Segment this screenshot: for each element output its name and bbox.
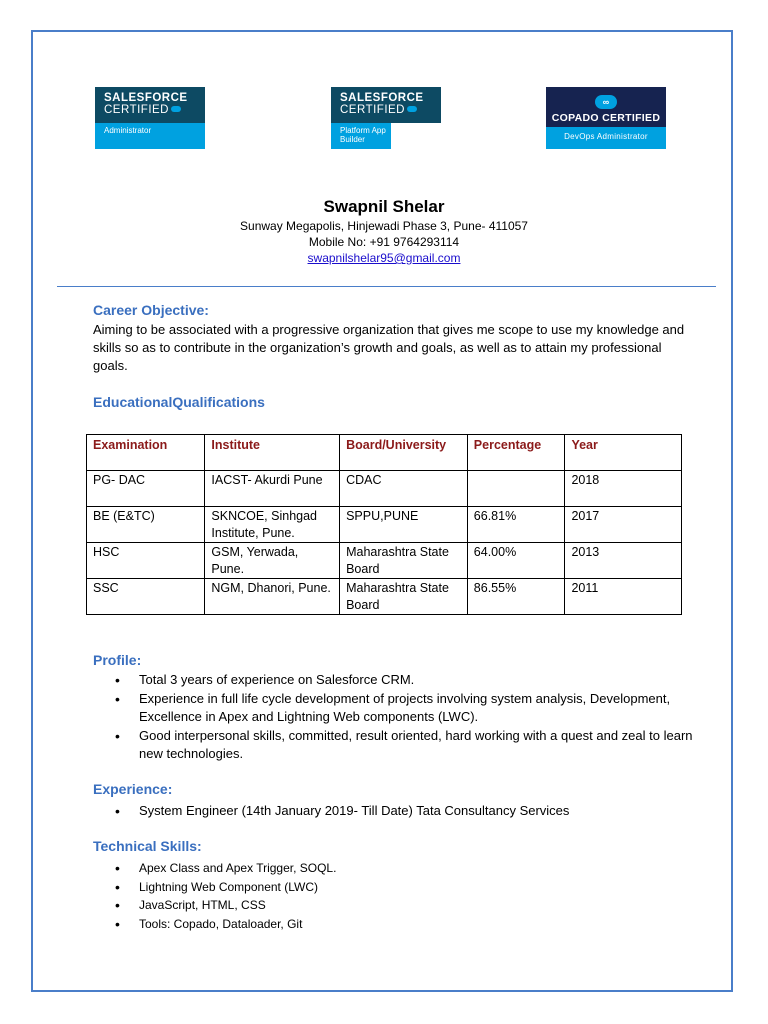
salesforce-admin-badge [95,87,205,149]
list-item: • Good interpersonal skills, committed, result oriented, hard working with a quest and zeal to learn new technologies. [93,727,693,764]
list-item: • Total 3 years of experience on Salesforce CRM. [93,671,693,690]
education-heading: EducationalQualifications [93,394,265,410]
column-header: Institute [205,435,340,471]
badge-line2: CERTIFIED [340,104,405,116]
column-header: Examination [87,435,205,471]
experience-heading: Experience: [93,781,173,797]
table-cell: 2018 [565,471,682,507]
cloud-icon [171,106,181,112]
table-row [87,579,682,615]
badge-role: Platform App Builder [331,123,391,149]
table-cell: Maharashtra State Board [340,579,468,615]
badge-role: DevOps Administrator [546,127,666,149]
list-item: • Experience in full life cycle development of projects involving system analysis, Development, Excellence in Apex and Lightning Web components (LWC). [93,690,693,727]
table-row [87,507,682,543]
list-item: • Apex Class and Apex Trigger, SOQL. [93,859,693,878]
technical-skills-heading: Technical Skills: [93,838,202,854]
table-cell: CDAC [340,471,468,507]
badge-line2: CERTIFIED [104,104,169,116]
list-item: • System Engineer (14th January 2019- Till Date) Tata Consultancy Services [93,802,693,821]
badge-line1: SALESFORCE [104,92,188,104]
copado-badge [546,87,666,149]
table-cell: 86.55% [467,579,565,615]
list-item: • Lightning Web Component (LWC) [93,878,693,897]
skills-list [93,859,693,933]
divider [57,286,716,287]
table-cell: PG- DAC [87,471,205,507]
badge-role: Administrator [95,123,205,149]
table-header-row [87,435,682,471]
table-cell: NGM, Dhanori, Pune. [205,579,340,615]
experience-list [93,802,693,821]
education-table [86,434,682,615]
profile-list [93,671,693,764]
table-cell: IACST- Akurdi Pune [205,471,340,507]
list-item: • JavaScript, HTML, CSS [93,896,693,915]
table-cell: SKNCOE, Sinhgad Institute, Pune. [205,507,340,543]
table-cell: BE (E&TC) [87,507,205,543]
table-cell: HSC [87,543,205,579]
salesforce-app-builder-badge [331,87,441,149]
profile-heading: Profile: [93,652,142,668]
table-cell: 2013 [565,543,682,579]
table-cell [467,471,565,507]
table-cell: GSM, Yerwada, Pune. [205,543,340,579]
table-cell: 64.00% [467,543,565,579]
column-header: Board/University [340,435,468,471]
career-objective-heading: Career Objective: [93,302,209,318]
column-header: Percentage [467,435,565,471]
badge-title: COPADO CERTIFIED [551,112,661,124]
table-row [87,543,682,579]
candidate-name: Swapnil Shelar [323,197,445,216]
column-header: Year [565,435,682,471]
badge-line1: SALESFORCE [340,92,424,104]
career-objective-text: Aiming to be associated with a progressive organization that gives me scope to use my knowledge and skills so as to contribute in the organization’s growth and goals, as well as to attain my professional goals. [93,322,685,373]
table-cell: SPPU,PUNE [340,507,468,543]
mobile: Mobile No: +91 9764293114 [308,235,460,249]
cloud-icon [407,106,417,112]
table-row [87,471,682,507]
table-cell: 2011 [565,579,682,615]
table-cell: SSC [87,579,205,615]
table-cell: 66.81% [467,507,565,543]
address: Sunway Megapolis, Hinjewadi Phase 3, Pune- 411057 [240,219,528,233]
table-cell: 2017 [565,507,682,543]
table-cell: Maharashtra State Board [340,543,468,579]
copado-infinity-icon: ∞ [595,95,617,109]
email-link[interactable]: swapnilshelar95@gmail.com [307,251,461,265]
list-item: • Tools: Copado, Dataloader, Git [93,915,693,934]
